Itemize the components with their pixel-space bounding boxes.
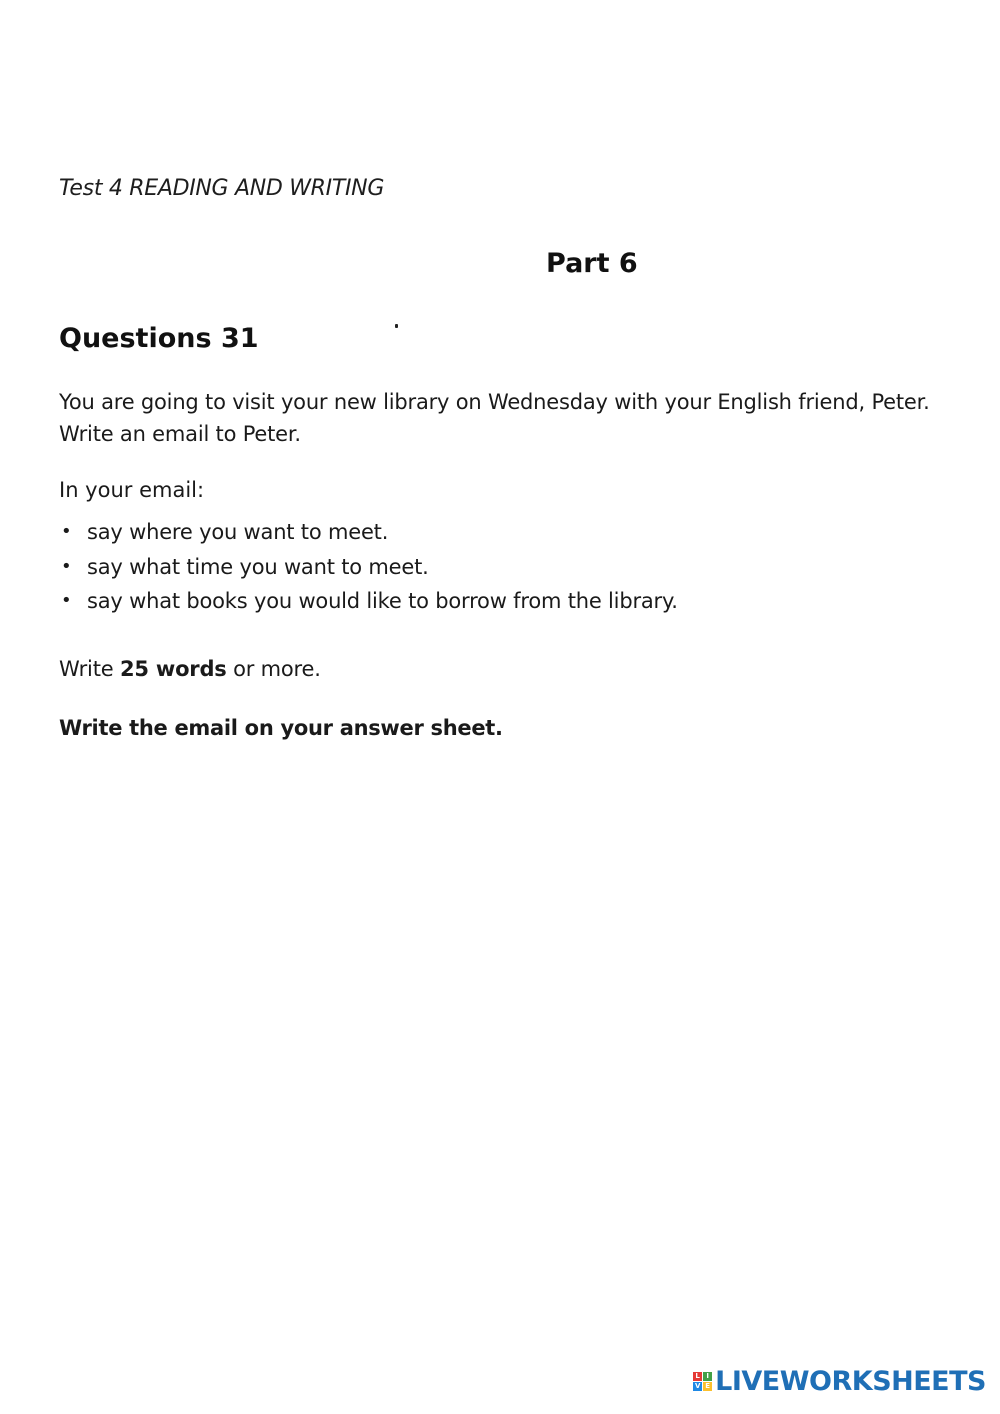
word-count-prefix: Write bbox=[59, 657, 114, 681]
bullet-icon: • bbox=[61, 590, 72, 611]
logo-letter: I bbox=[703, 1372, 712, 1381]
task-instructions bbox=[59, 386, 959, 450]
list-item-text: say where you want to meet. bbox=[87, 520, 389, 544]
part-title: Part 6 bbox=[546, 248, 638, 279]
instruction-line: You are going to visit your new library on Wednesday with your English friend, Peter. bbox=[59, 390, 930, 414]
list-item bbox=[59, 586, 678, 621]
in-your-email-label: In your email: bbox=[59, 478, 205, 502]
bullet-icon: • bbox=[61, 555, 72, 577]
word-count-suffix: or more. bbox=[233, 657, 321, 681]
brand-name: LIVEWORKSHEETS bbox=[715, 1365, 986, 1397]
logo-letter: V bbox=[694, 1381, 701, 1390]
test-header: Test 4 READING AND WRITING bbox=[59, 176, 385, 201]
word-count-emphasis: 25 words bbox=[119, 657, 227, 681]
word-count-instruction bbox=[59, 657, 321, 681]
list-item bbox=[59, 517, 678, 552]
requirements-list bbox=[59, 517, 678, 621]
answer-sheet-instruction: Write the email on your answer sheet. bbox=[59, 716, 503, 740]
list-item bbox=[59, 552, 678, 587]
logo-letter: L bbox=[693, 1372, 702, 1381]
liveworksheets-brand[interactable] bbox=[693, 1366, 986, 1396]
liveworksheets-logo-icon bbox=[693, 1372, 712, 1391]
scan-speck bbox=[395, 324, 398, 328]
questions-title: Questions 31 bbox=[59, 323, 259, 354]
list-item-text: say what time you want to meet. bbox=[87, 554, 429, 579]
instruction-line: Write an email to Peter. bbox=[59, 422, 301, 446]
logo-letter: E bbox=[703, 1382, 712, 1391]
list-item-text: say what books you would like to borrow from the library. bbox=[87, 589, 678, 613]
bullet-icon: • bbox=[61, 521, 72, 542]
